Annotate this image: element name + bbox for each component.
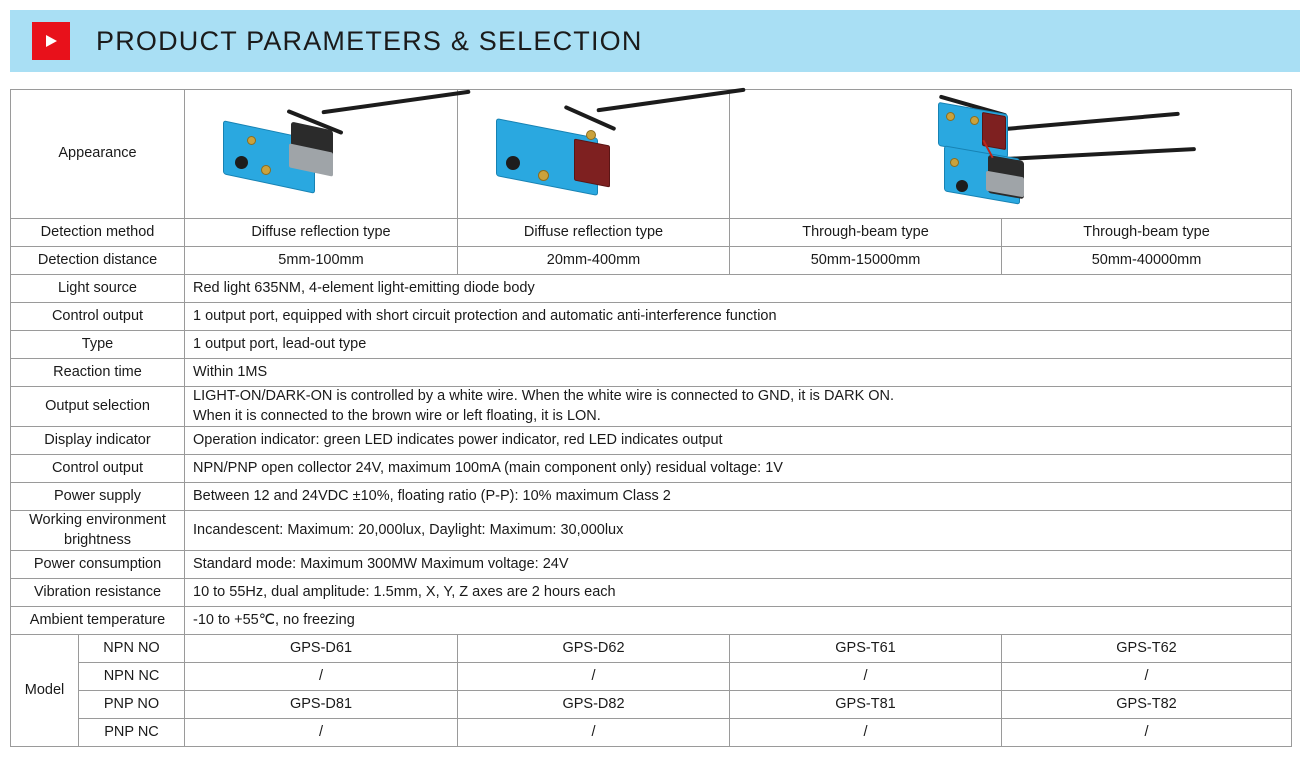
- row-label-display-indicator: Display indicator: [11, 427, 185, 455]
- table-row-model-npn-nc: [11, 663, 1292, 691]
- model-pnp-nc-value-3: /: [730, 719, 1002, 747]
- type-value: 1 output port, lead-out type: [185, 331, 1292, 359]
- model-npn-nc-value-2: /: [458, 663, 730, 691]
- row-label-output-selection: Output selection: [11, 387, 185, 427]
- page-title: PRODUCT PARAMETERS & SELECTION: [96, 25, 643, 56]
- table-row-vibration-resistance: [11, 579, 1292, 607]
- table-row-control-output-1: [11, 303, 1292, 331]
- detection-distance-value-2: 20mm-400mm: [458, 247, 730, 275]
- table-row-reaction-time: [11, 359, 1292, 387]
- output-selection-value: [185, 387, 1292, 427]
- output-selection-line-1: LIGHT-ON/DARK-ON is controlled by a white wire. When the white wire is connected to GND, it is DARK ON.: [193, 388, 895, 404]
- model-npn-no-value-1: GPS-D61: [185, 635, 458, 663]
- sensor-illustration-1: [193, 90, 449, 218]
- model-pnp-nc-value-2: /: [458, 719, 730, 747]
- row-label-ambient-temperature: Ambient temperature: [11, 607, 185, 635]
- row-label-light-source: Light source: [11, 275, 185, 303]
- model-pnp-no-value-3: GPS-T81: [730, 691, 1002, 719]
- display-indicator-value: Operation indicator: green LED indicates power indicator, red LED indicates output: [185, 427, 1292, 455]
- row-label-working-environment: [11, 511, 185, 551]
- row-label-power-supply: Power supply: [11, 483, 185, 511]
- product-specification-table: [10, 89, 1292, 747]
- model-pnp-nc-value-4: /: [1002, 719, 1292, 747]
- table-row-control-output-2: [11, 455, 1292, 483]
- table-row-display-indicator: [11, 427, 1292, 455]
- light-source-value: Red light 635NM, 4-element light-emitting diode body: [185, 275, 1292, 303]
- detection-method-value-1: Diffuse reflection type: [185, 219, 458, 247]
- power-supply-value: Between 12 and 24VDC ±10%, floating ratio (P-P): 10% maximum Class 2: [185, 483, 1292, 511]
- detection-distance-value-3: 50mm-15000mm: [730, 247, 1002, 275]
- row-label-detection-distance: Detection distance: [11, 247, 185, 275]
- model-sub-label-npn-no: NPN NO: [79, 635, 185, 663]
- row-label-control-output-2: Control output: [11, 455, 185, 483]
- working-environment-label-line-1: Working environment: [29, 512, 166, 529]
- model-npn-no-value-2: GPS-D62: [458, 635, 730, 663]
- model-npn-nc-value-4: /: [1002, 663, 1292, 691]
- table-row-detection-distance: [11, 247, 1292, 275]
- play-triangle-icon: [32, 22, 70, 60]
- table-row-working-environment: [11, 511, 1292, 551]
- row-label-model: Model: [11, 635, 79, 747]
- control-output-2-value: NPN/PNP open collector 24V, maximum 100mA (main component only) residual voltage: 1V: [185, 455, 1292, 483]
- row-label-power-consumption: Power consumption: [11, 551, 185, 579]
- detection-distance-value-4: 50mm-40000mm: [1002, 247, 1292, 275]
- table-row-ambient-temperature: [11, 607, 1292, 635]
- working-environment-value: Incandescent: Maximum: 20,000lux, Daylight: Maximum: 30,000lux: [185, 511, 1292, 551]
- model-pnp-no-value-2: GPS-D82: [458, 691, 730, 719]
- row-label-reaction-time: Reaction time: [11, 359, 185, 387]
- row-label-control-output-1: Control output: [11, 303, 185, 331]
- vibration-resistance-value: 10 to 55Hz, dual amplitude: 1.5mm, X, Y, Z axes are 2 hours each: [185, 579, 1292, 607]
- row-label-detection-method: Detection method: [11, 219, 185, 247]
- model-pnp-no-value-1: GPS-D81: [185, 691, 458, 719]
- sensor-illustration-2: [466, 90, 721, 218]
- table-row-model-pnp-no: [11, 691, 1292, 719]
- table-row-output-selection: [11, 387, 1292, 427]
- reaction-time-value: Within 1MS: [185, 359, 1292, 387]
- row-label-type: Type: [11, 331, 185, 359]
- table-row-power-consumption: [11, 551, 1292, 579]
- row-label-vibration-resistance: Vibration resistance: [11, 579, 185, 607]
- table-row-model-npn-no: [11, 635, 1292, 663]
- detection-method-value-2: Diffuse reflection type: [458, 219, 730, 247]
- detection-method-value-3: Through-beam type: [730, 219, 1002, 247]
- ambient-temperature-value: -10 to +55℃, no freezing: [185, 607, 1292, 635]
- row-label-appearance: Appearance: [11, 90, 185, 219]
- model-sub-label-pnp-no: PNP NO: [79, 691, 185, 719]
- model-pnp-nc-value-1: /: [185, 719, 458, 747]
- model-npn-nc-value-1: /: [185, 663, 458, 691]
- product-image-through-beam: [730, 90, 1292, 219]
- sensor-illustration-3: [738, 90, 1283, 218]
- table-row-model-pnp-nc: [11, 719, 1292, 747]
- table-row-type: [11, 331, 1292, 359]
- model-sub-label-npn-nc: NPN NC: [79, 663, 185, 691]
- power-consumption-value: Standard mode: Maximum 300MW Maximum voltage: 24V: [185, 551, 1292, 579]
- working-environment-label-line-2: brightness: [64, 531, 131, 548]
- table-row-detection-method: [11, 219, 1292, 247]
- detection-distance-value-1: 5mm-100mm: [185, 247, 458, 275]
- model-npn-nc-value-3: /: [730, 663, 1002, 691]
- model-sub-label-pnp-nc: PNP NC: [79, 719, 185, 747]
- control-output-1-value: 1 output port, equipped with short circuit protection and automatic anti-interference function: [185, 303, 1292, 331]
- model-pnp-no-value-4: GPS-T82: [1002, 691, 1292, 719]
- product-image-diffuse-large: [458, 90, 730, 219]
- table-row-appearance: [11, 90, 1292, 219]
- page-header-banner: [10, 10, 1300, 72]
- detection-method-value-4: Through-beam type: [1002, 219, 1292, 247]
- product-image-diffuse-small: [185, 90, 458, 219]
- model-npn-no-value-3: GPS-T61: [730, 635, 1002, 663]
- table-row-light-source: [11, 275, 1292, 303]
- model-npn-no-value-4: GPS-T62: [1002, 635, 1292, 663]
- output-selection-line-2: When it is connected to the brown wire or left floating, it is LON.: [193, 407, 601, 424]
- table-row-power-supply: [11, 483, 1292, 511]
